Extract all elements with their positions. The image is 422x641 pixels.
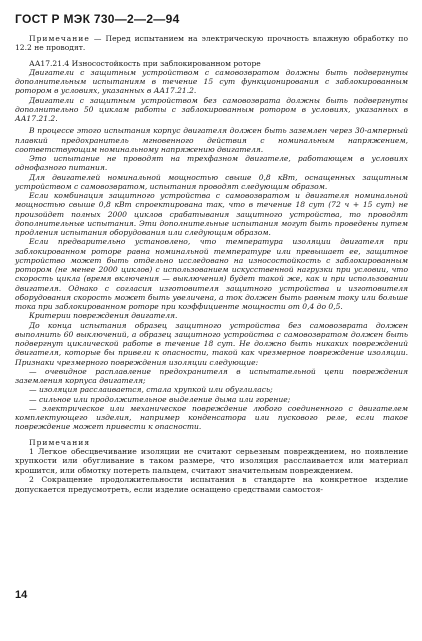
paragraph: До конца испытания образец защитного устройства без самовозврата должен выполнить 60 выключений, а образец защитного устройства с самовозвратом должен быть подвергнут циклической работе в течение 18 сут. Не должно быть никаких повреждений двигателя, которые бы привели к опасности, такой как чрезмерное повреждение изоляции. Признаки чрезмерного повреждения изоляции следующие: xyxy=(15,320,408,367)
criterion-item: — изоляция расслаивается, стала хрупкой или обуглилась; xyxy=(29,385,273,395)
notes-label: Примечания xyxy=(29,437,91,447)
note-item: 1 Легкое обесцвечивание изоляции не считают серьезным повреждением, но появление хрупкости или обугливание в таком размере, что изоляция расслаивается или материал крошится, или обмотку потереть пальцем, считают значительным повреждением. xyxy=(15,446,408,475)
note-top-text: — Перед испытанием на электрическую прочность влажную обработку по 12.2 не проводят. xyxy=(15,34,408,53)
page-number: 14 xyxy=(15,589,28,601)
document-header: ГОСТ Р МЭК 730—2—2—94 xyxy=(15,12,180,26)
paragraph: Двигатели с защитным устройством без самовозврата должны быть подвергнуты дополнительно 50 циклам работы с заблокированным ротором в условиях, указанных в АА17.21.2. xyxy=(15,95,408,123)
criterion-item: — очевидное расплавление предохранителя в испытательной цепи повреждения заземления корпуса двигателя; xyxy=(15,366,408,385)
note-top-label: Примечание xyxy=(29,34,90,43)
paragraph: Если предварительно установлено, что температура изоляции двигателя при заблокированном роторе равна номинальной температуре или превышает ее, защитное устройство может быть отдельно исследовано на износостойкость с заблокированным ротором (не менее 2000 циклов) с использованием искусственной нагрузки при условии, что скорость цикла (время включения — выключения) будет такой же, как и при использовании двигателя. Однако с согласия изготовителя защитного устройства и изготовителя оборудования скорость может быть увеличена, а ток должен быть равным току или больше тока при заблокированном роторе при коэффициенте мощности от 0,4 до 0,5. xyxy=(15,237,408,311)
paragraph: Это испытание не проводят на трехфазном двигателе, работающем в условиях однофазного питания. xyxy=(15,154,408,173)
note-top xyxy=(15,34,408,53)
paragraph: Критерии повреждения двигателя. xyxy=(29,311,178,321)
note-item: 2 Сокращение продолжительности испытания в стандарте на конкретное изделие допускается предусмотреть, если изделие оснащено средствами самостоя- xyxy=(15,475,408,494)
paragraph: В процессе этого испытания корпус двигателя должен быть заземлен через 30-амперный плавкий предохранитель мгновенного действия с номинальным напряжением, соответствующим номинальному напряжению двигателя. xyxy=(15,126,408,154)
criterion-item: — электрическое или механическое повреждение любого соединенного с двигателем комплектующего изделия, например конденсатора или пускового реле, если такое повреждение может привести к опасности. xyxy=(15,403,408,432)
document-body xyxy=(15,34,408,494)
paragraph: Для двигателей номинальной мощностью свыше 0,8 кВт, оснащенных защитным устройством с самовозвратом, испытания проводят следующим образом. xyxy=(15,172,408,191)
section-title: АА17.21.4 Износостойкость при заблокированном роторе xyxy=(29,58,261,68)
criterion-item: — сильное или продолжительное выделение дыма или горение; xyxy=(29,394,291,404)
paragraph: Двигатели с защитным устройством с самовозвратом должны быть подвергнуты дополнительным испытаниям в течение 15 сут функционирования с заблокированным ротором в условиях, указанных в АА17.21.2. xyxy=(15,67,408,96)
paragraph: Если комбинация защитного устройства с самовозвратом и двигателя номинальной мощностью свыше 0,8 кВт спроектирована так, что в течение 18 сут (72 ч + 15 сут) не произойдет полных 2000 циклов срабатывания защитного устройства, то проводят дополнительные испытания. Эти дополнительные испытания могут быть проведены путем продления испытания оборудования или следующим образом. xyxy=(15,191,408,237)
